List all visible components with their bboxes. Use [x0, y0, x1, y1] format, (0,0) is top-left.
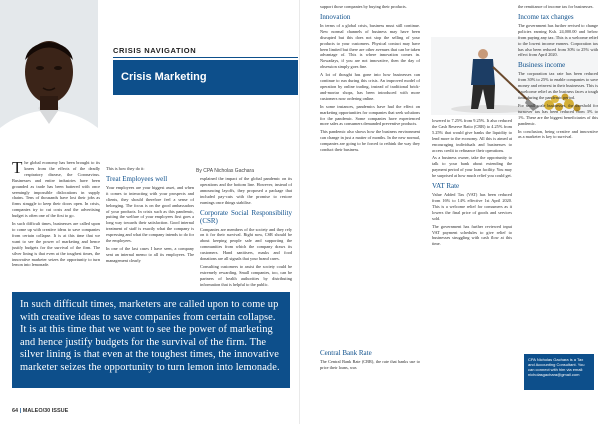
subheading-central-bank: Central Bank Rate: [320, 349, 372, 357]
body-paragraph: Consulting customers to assist the society could be extremely rewarding. Small companies, too, can be partners of health authorities by distributing information that is helpful to the public.: [200, 263, 292, 287]
subheading-treat-employees: Treat Employees well: [106, 174, 168, 183]
section-rule: [113, 57, 298, 58]
body-paragraph: As a business owner, take the opportunity to talk to your bank about extending the payment period of your loan facility. You may be surprised at how much relief you could get.: [432, 155, 512, 179]
subheading-innovation: Innovation: [320, 12, 351, 21]
right-column-1: [320, 4, 420, 334]
right-column-2: [432, 118, 512, 418]
right-column-1-bottom: [320, 346, 420, 416]
byline: By CPA Nicholas Gachara: [196, 168, 254, 174]
body-paragraph: The government has further reviewed input VAT payment schedules to give relief to businesses struggling with cash flow at this time.: [432, 223, 512, 247]
body-paragraph: Companies are members of the society and they rely on it for their survival. Right now, CSR should be about keeping people safe and supporting the communities from which the company draws its customers. Hand sanitisers, masks and food donations are all signals that your brand cares.: [200, 226, 292, 262]
subheading-vat: VAT Rate: [432, 182, 460, 191]
body-paragraph: lowered to 7.25% from 9.25%. It also reduced the Cash Reserve Ratio (CRR) to 4.25% from 5.25% that would give banks the liquidity to lend more to the economy. All this is aimed at encouraging individuals and businesses to access credit to refinance their operations.: [432, 118, 512, 153]
body-paragraph: the remittance of income tax for businesses.: [518, 4, 594, 9]
author-portrait: [0, 0, 98, 158]
left-column-1: [12, 160, 100, 288]
body-paragraph: The Central Bank Rate (CBR), the rate that banks use to price their loans, was: [320, 359, 420, 370]
body-paragraph: Value Added Tax (VAT) has been reduced from 16% to 14% effective 1st April 2020. This is a welcome relief for consumers as it lowers the final price of goods and services sold.: [432, 192, 512, 221]
subheading-csr: Corporate Social Responsibility (CSR): [200, 208, 292, 225]
body-paragraph: support those companies by buying their products.: [320, 4, 407, 9]
body-paragraph: The corporation tax rate has been reduced from 30% to 25% to enable companies to save money and reinvest in their businesses. This is a welcome relief as the business faces a tough time during the pandemic period.: [518, 71, 598, 100]
body-paragraph: explained the impact of the global pandemic on its operations and the bottom line. However, instead of announcing layoffs, they proposed a package that included pay-cuts with the promise to restore earnings once things stabilise.: [200, 176, 292, 205]
body-paragraph: In conclusion, being creative and innovative as a marketer is key to survival.: [518, 128, 598, 140]
dropcap: T: [12, 160, 23, 177]
body-paragraph: In one of the last cases I have seen, a company sent an internal memo to all its employees. The management clearly: [106, 245, 194, 263]
headline: Crisis Marketing: [113, 60, 298, 95]
issue-title: MALEO/30 ISSUE: [22, 408, 69, 414]
subheading-business-income: Business income: [518, 61, 566, 70]
body-paragraph: In such difficult times, businesses are called upon to come up with creative ideas to save companies from certain collapse. It is at this time that we want to see the power of marketing and hence justify budgets for the survival of the firm. The silver lining is that even at the toughest times, the innovative marketer seizes the opportunity to turn lemon into lemonade.: [12, 221, 100, 268]
footer-separator: |: [19, 408, 23, 414]
left-column-3: [200, 176, 292, 288]
body-paragraph: The government has further revised to change policies earning Ksh. 24,000.00 and below from paying any tax. This is a welcome relief to the lowest income earners. Corporation tax has also been reduced from 30% to 25% with effect from April 2020.: [518, 22, 598, 58]
author-portrait-icon: [0, 0, 98, 158]
body-paragraph: In terms of a global crisis, business must still continue. New normal channels of business may have been disrupted but this does not stop the selling of your products to your customers. Physical contact may have been limited but there are other avenues that can be taken advantage of. This is where innovation comes in. Nowadays, if you are not innovative, then the day of obsession simply goes fine.: [320, 22, 420, 70]
section-label: CRISIS NAVIGATION: [113, 46, 197, 55]
pull-quote: In such difficult times, marketers are called upon to come up with creative ideas to save companies from certain collapse. It is at this time that we want to see the power of marketing and hence justify budgets for the survival of the firm. The silver lining is that even at the toughest times, the innovative marketer seizes the opportunity to turn lemon into lemonade.: [12, 292, 290, 388]
page-number: 64: [12, 408, 19, 414]
body-paragraph: A lot of thought has gone into how businesses can continue to run during this crisis. An improved model of operation by online trading, instead of traditional brick-and-mortar shops, has been introduced with more customers now ordering online.: [320, 72, 420, 101]
body-paragraph: For small scale businesses, the threshold for turnover tax has been reduced from 3% to 1%. These are the biggest beneficiaries of this pandemic.: [518, 102, 598, 126]
body-paragraph: This pandemic also shows how the business environment can change in just a matter of months. In the new normal, companies are going to be forced to rethink the way they conduct their business.: [320, 129, 420, 153]
left-column-2: [106, 166, 194, 288]
body-paragraph: he global economy has been brought to its knees from the effects of the deadly respiratory disease, the Coronavirus. Businesses and entire industries have been grounded as trade has been battered with once seemingly impossible dislocations in supply chains. Tens of thousands have lost their jobs as firms struggle to keep their doors open. In crisis, companies try to cut costs and the advertising budget is often one of the first to go.: [12, 160, 100, 219]
author-bio-box: CPA Nicholas Gachara is a Tax and Accounting Consultant. You can connect with him via email: nicholasgachara@gmail.com: [524, 354, 594, 390]
body-paragraph: Your employees are your biggest asset, and when it comes to interacting with your prospects and clients, they should therefore feel a sense of belonging. The focus is on the good ambassadors of your products. In crisis such as this pandemic, putting the welfare of your employees first goes a long way towards their satisfaction. Good internal treatment of staff is exactly what the company is expressing and what the company intends to do for the employees.: [106, 184, 194, 244]
right-column-3: [518, 4, 598, 350]
subheading-income-tax: Income tax changes: [518, 12, 574, 21]
body-paragraph: In some instances, pandemics have had the effect on marketing opportunities for companies that seek solutions for the pandemic. Some companies have experienced more sales as consumers demanded preventive products.: [320, 103, 420, 127]
body-paragraph: This is how they do it:: [106, 166, 145, 171]
page-footer: [12, 408, 68, 414]
